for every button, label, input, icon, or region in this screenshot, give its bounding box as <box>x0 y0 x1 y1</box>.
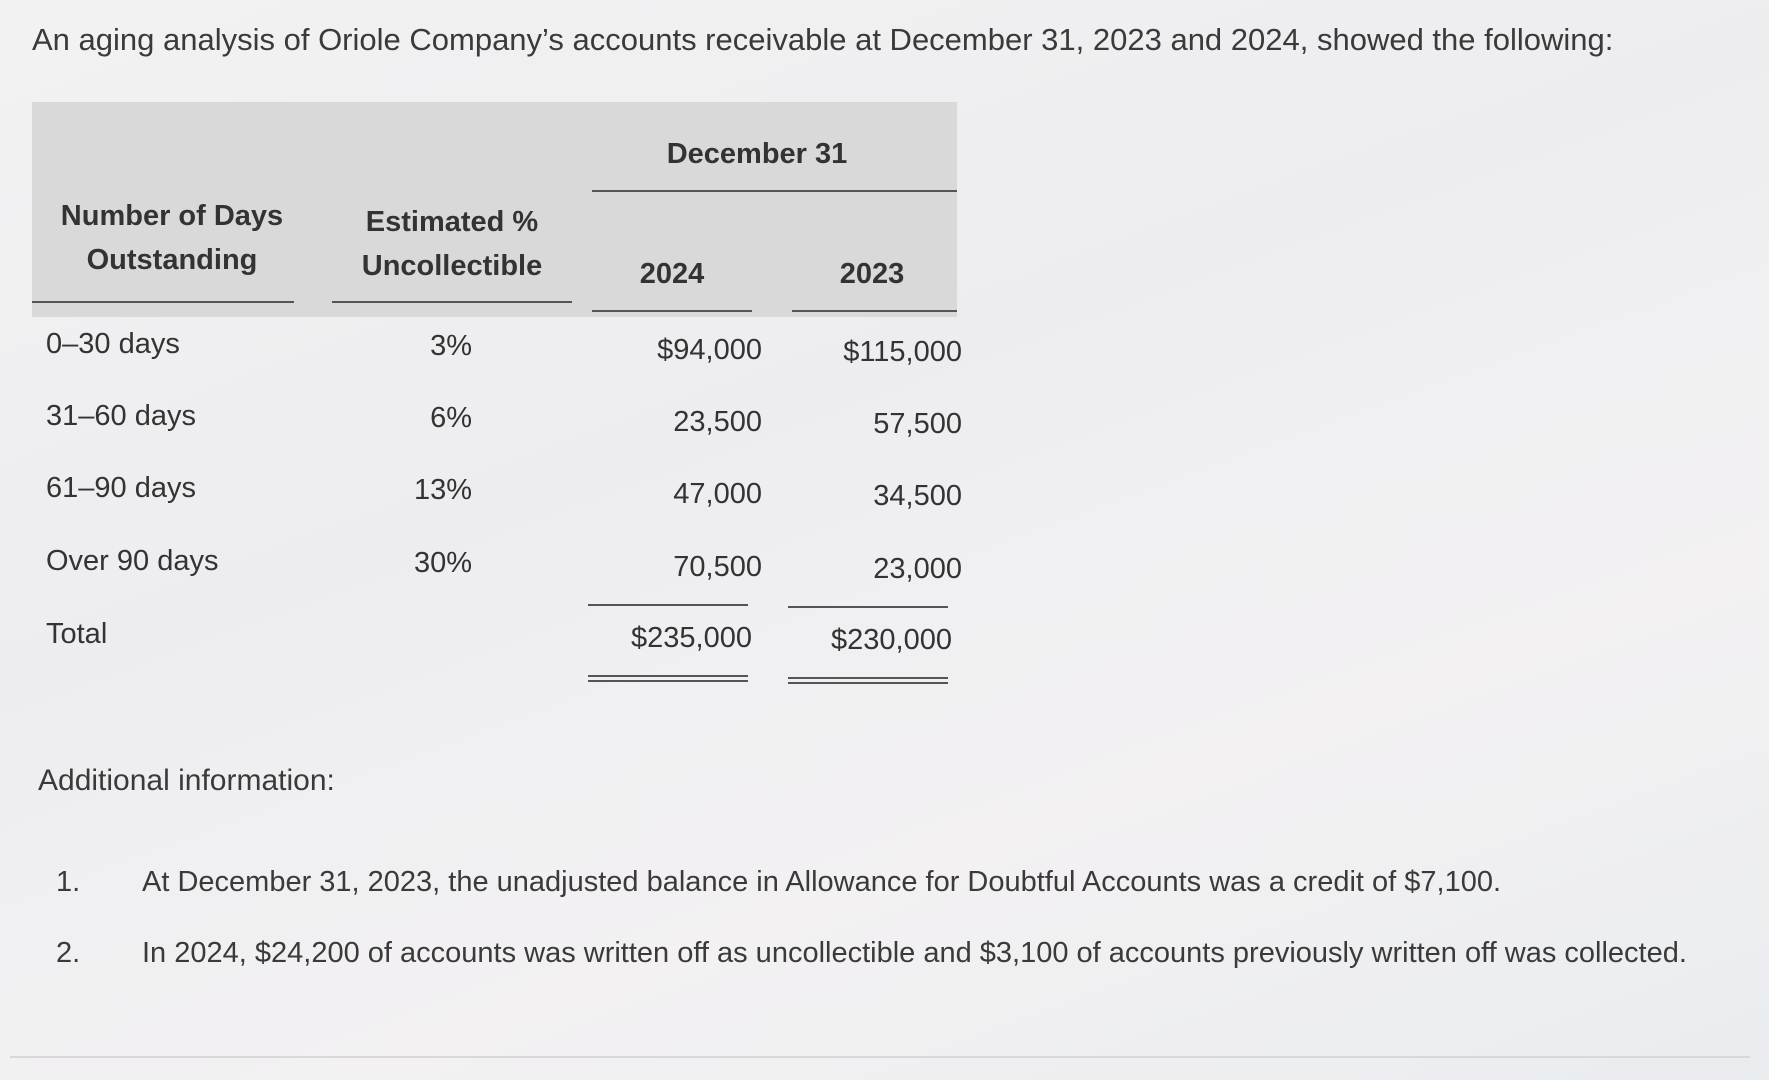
header-pct-line2: Uncollectible <box>361 250 543 282</box>
header-2024-rule <box>592 310 752 312</box>
total-2024: $235,000 <box>631 622 752 654</box>
row-2024: 23,500 <box>673 406 762 438</box>
additional-information-heading: Additional information: <box>38 764 335 797</box>
header-days-outstanding <box>32 194 312 282</box>
row-days: Over 90 days <box>46 545 219 577</box>
row-2024: 47,000 <box>673 478 762 510</box>
row-2023: 23,000 <box>873 553 962 585</box>
total-label: Total <box>46 618 108 650</box>
row-days: 31–60 days <box>46 400 196 432</box>
note-text: At December 31, 2023, the unadjusted balance in Allowance for Doubtful Accounts was a credit of $7,100. <box>142 866 1502 898</box>
total-double-rule-2023-a <box>788 677 948 679</box>
note-number: 1. <box>56 866 81 898</box>
row-days: 0–30 days <box>46 328 180 360</box>
header-2024: 2024 <box>639 258 705 290</box>
row-pct: 6% <box>430 402 472 434</box>
note-text: In 2024, $24,200 of accounts was written off as uncollectible and $3,100 of accounts previously written off was collected. <box>142 937 1687 969</box>
header-days-rule <box>32 301 294 303</box>
subtotal-rule-2023 <box>788 606 948 608</box>
header-december-31: December 31 <box>666 138 848 170</box>
row-pct: 30% <box>413 547 472 579</box>
header-days-line2: Outstanding <box>86 244 258 276</box>
row-pct: 13% <box>413 474 472 506</box>
row-pct: 3% <box>430 330 472 362</box>
note-number: 2. <box>56 937 81 969</box>
row-2024: 70,500 <box>673 551 762 583</box>
row-days: 61–90 days <box>46 472 196 504</box>
header-pct-rule <box>332 301 572 303</box>
header-2023: 2023 <box>839 258 905 290</box>
row-2024: $94,000 <box>657 334 762 366</box>
aging-table <box>32 102 962 692</box>
header-days-line1: Number of Days <box>60 200 284 232</box>
header-estimated-uncollectible <box>332 200 572 288</box>
bottom-divider <box>10 1056 1750 1058</box>
subtotal-rule-2024 <box>588 604 748 606</box>
total-double-rule-2024-a <box>588 675 748 677</box>
row-2023: $115,000 <box>843 336 962 368</box>
total-double-rule-2024-b <box>588 680 748 682</box>
header-pct-line1: Estimated % <box>365 206 539 238</box>
total-double-rule-2023-b <box>788 682 948 684</box>
intro-text: An aging analysis of Oriole Company’s accounts receivable at December 31, 2023 and 2024, showed the following: <box>32 22 1614 57</box>
row-2023: 34,500 <box>873 480 962 512</box>
header-2023-rule <box>792 310 957 312</box>
total-2023: $230,000 <box>831 624 952 656</box>
header-group-rule <box>592 190 957 192</box>
row-2023: 57,500 <box>873 408 962 440</box>
